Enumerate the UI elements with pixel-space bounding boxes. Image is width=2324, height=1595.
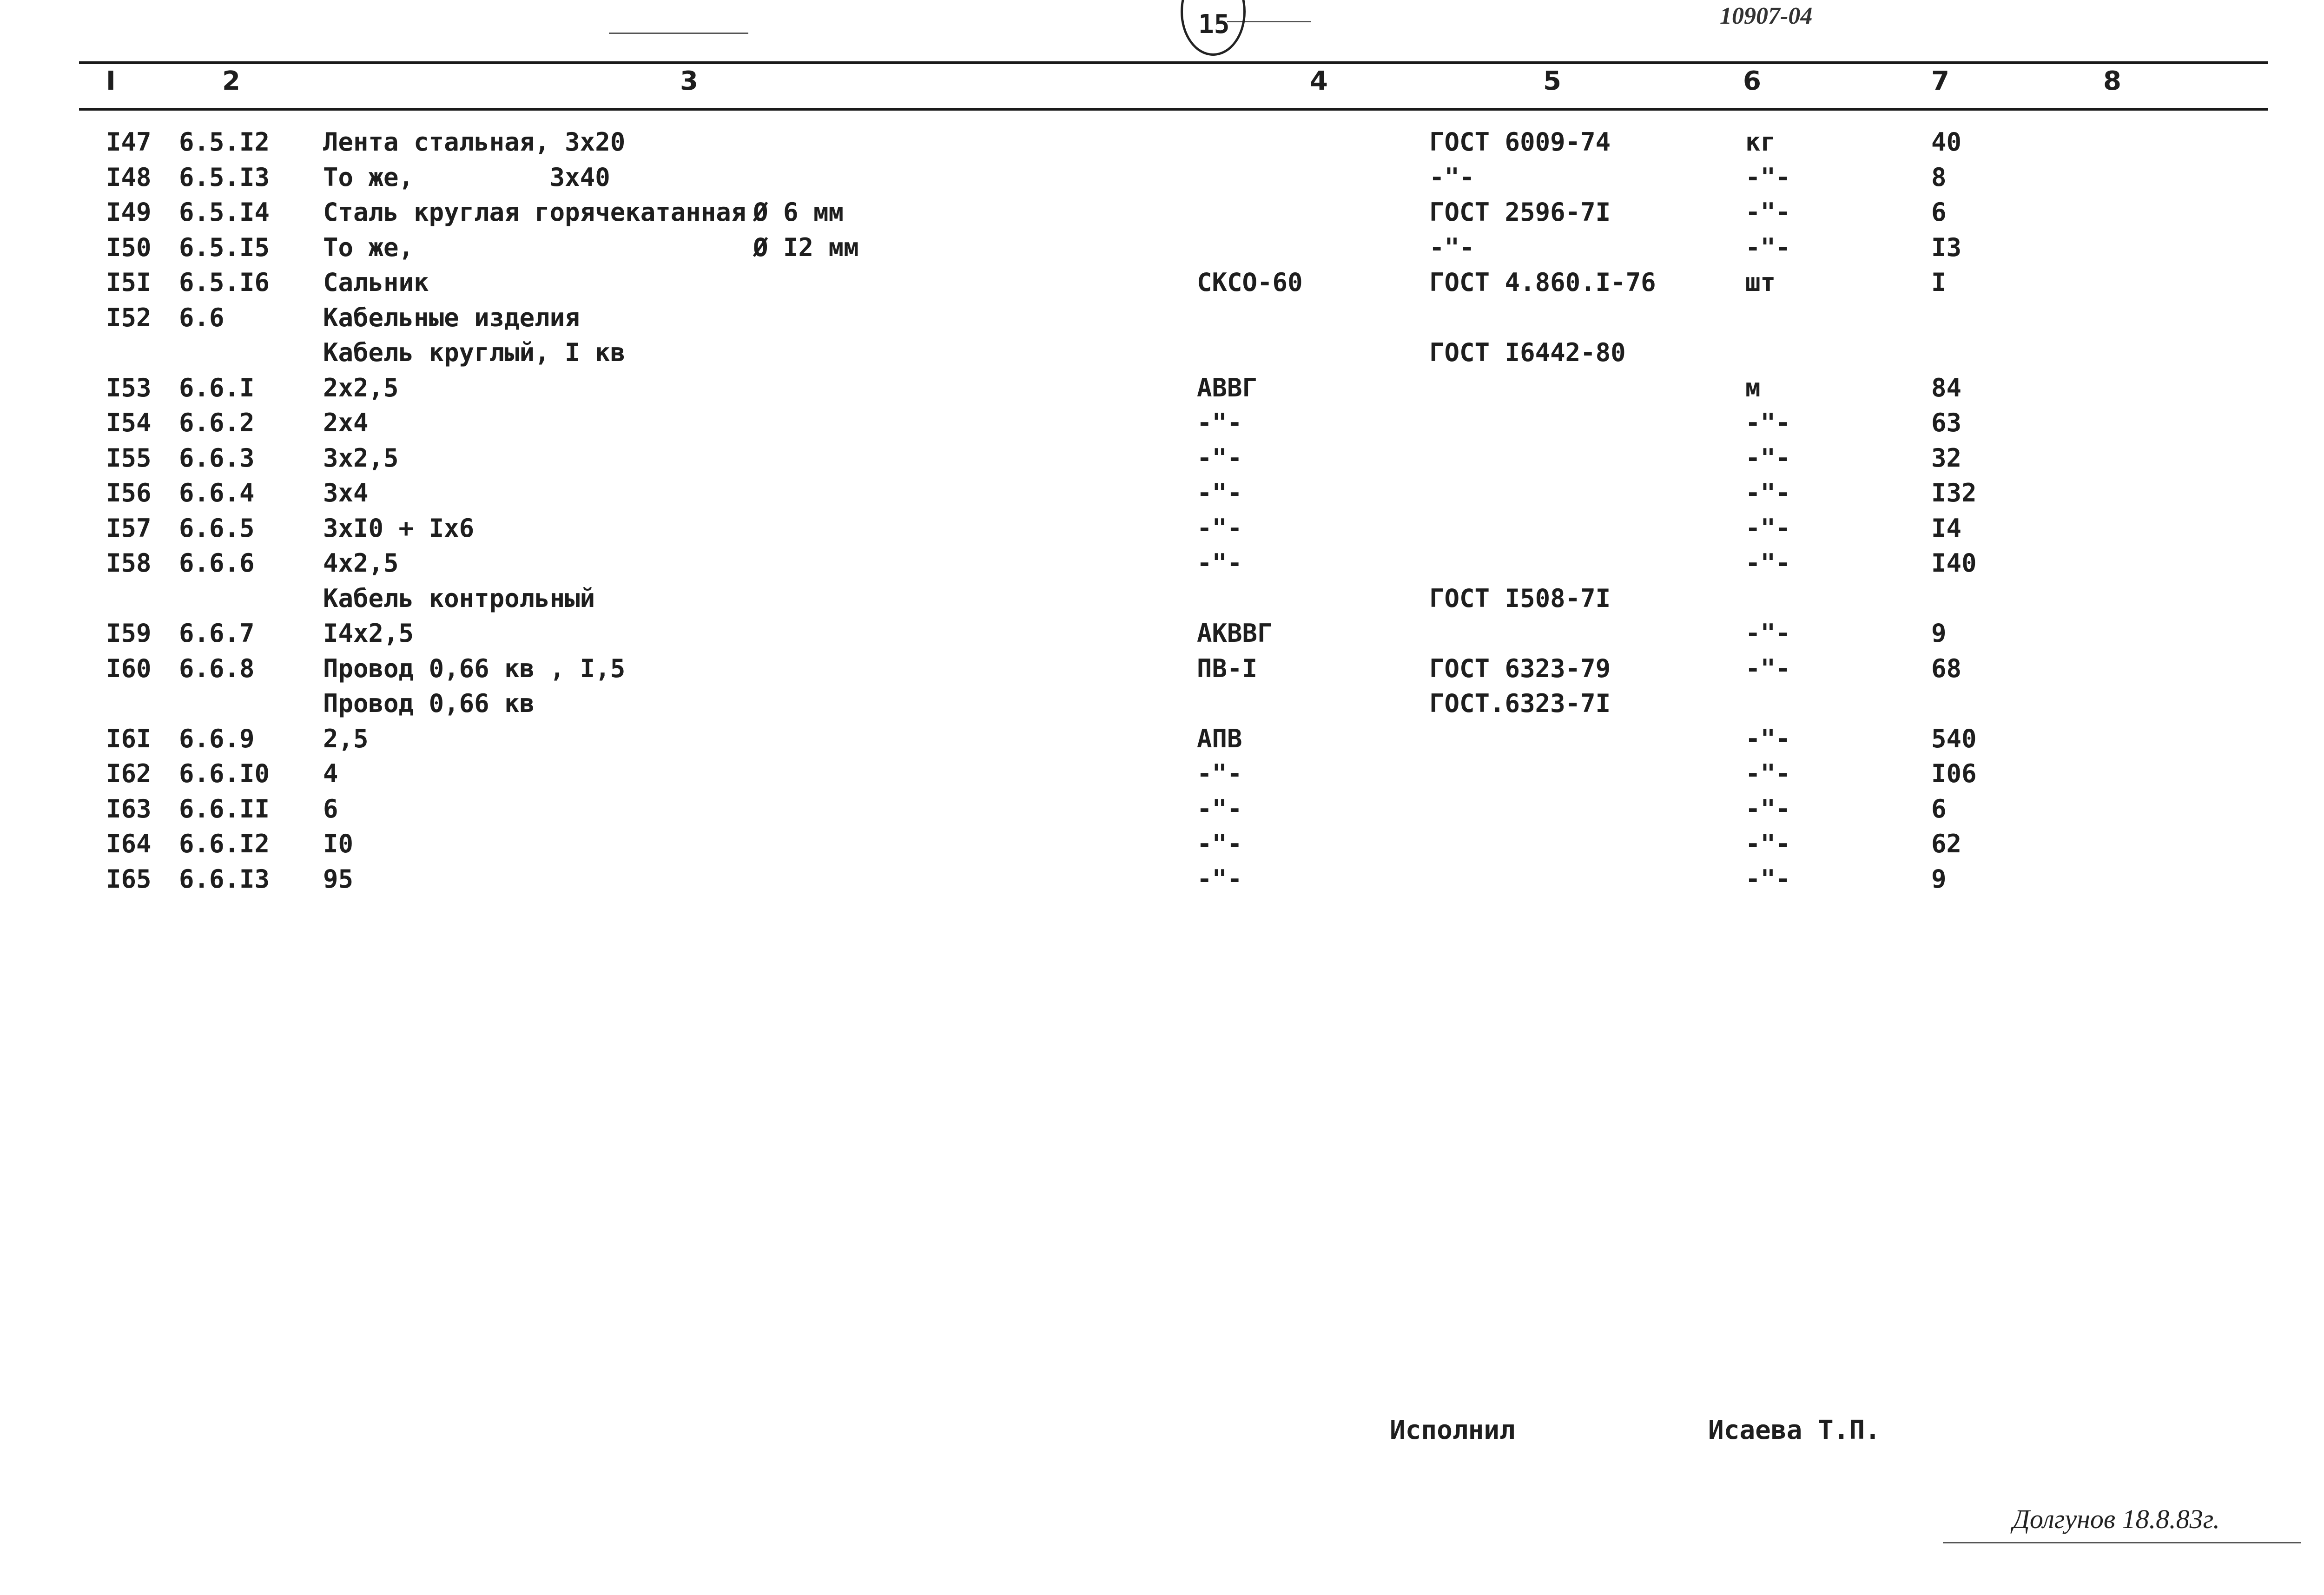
row-type: АКВВГ [1197, 619, 1273, 648]
row-quantity: 9 [1931, 619, 1947, 648]
table-row [0, 125, 2324, 159]
row-number: I63 [106, 794, 152, 824]
row-name: Сальник [323, 268, 429, 297]
row-number: I58 [106, 548, 152, 578]
row-code: 6.5.I4 [179, 198, 270, 227]
page-number: 15 [1198, 9, 1230, 40]
row-name: Кабельные изделия [323, 303, 580, 332]
row-number: I65 [106, 864, 152, 894]
row-size: Ø 6 мм [753, 198, 844, 227]
row-name: I0 [323, 829, 354, 858]
row-name: 4х2,5 [323, 548, 399, 578]
row-name: Кабель контрольный [323, 583, 595, 613]
row-quantity: 6 [1931, 198, 1947, 227]
document-code: 10907-04 [1720, 3, 1813, 29]
row-code: 6.5.I6 [179, 268, 270, 297]
row-quantity: 8 [1931, 162, 1947, 192]
row-unit: -"- [1745, 759, 1791, 788]
row-name: 95 [323, 864, 354, 894]
row-number: I57 [106, 513, 152, 543]
row-type: СКСО-60 [1197, 268, 1303, 297]
row-quantity: 6 [1931, 794, 1947, 824]
table-row [0, 686, 2324, 721]
column-header-1: I [106, 66, 116, 96]
row-standard: ГОСТ I508-7I [1429, 583, 1611, 613]
row-type: ПВ-I [1197, 653, 1258, 683]
row-code: 6.6.6 [179, 548, 255, 578]
row-name: 3хI0 + Iх6 [323, 513, 475, 543]
row-number: I48 [106, 162, 152, 192]
row-number: I49 [106, 198, 152, 227]
row-number: I50 [106, 232, 152, 262]
table-row [0, 651, 2324, 686]
performer-name: Исаева Т.П. [1708, 1415, 1881, 1445]
row-name: 2х2,5 [323, 373, 399, 402]
row-quantity: I32 [1931, 478, 1977, 508]
performer-label: Исполнил [1390, 1415, 1515, 1445]
row-code: 6.6.4 [179, 478, 255, 508]
table-row [0, 826, 2324, 861]
table-row [0, 300, 2324, 335]
row-quantity: 32 [1931, 443, 1962, 473]
row-unit: -"- [1745, 198, 1791, 227]
row-quantity: I3 [1931, 232, 1962, 262]
row-number: I5I [106, 268, 152, 297]
row-unit: шт [1745, 268, 1776, 297]
row-type: -"- [1197, 759, 1242, 788]
row-number: I60 [106, 653, 152, 683]
row-name: То же, 3х40 [323, 162, 610, 192]
row-name: Провод 0,66 кв [323, 689, 535, 718]
column-header-5: 5 [1543, 66, 1561, 96]
row-type: АПВ [1197, 724, 1242, 753]
row-number: I64 [106, 829, 152, 858]
row-code: 6.5.I5 [179, 232, 270, 262]
row-number: I6I [106, 724, 152, 753]
row-type: -"- [1197, 443, 1242, 473]
row-code: 6.6.I3 [179, 864, 270, 894]
row-code: 6.6.7 [179, 619, 255, 648]
column-header-3: 3 [680, 66, 698, 96]
row-code: 6.6.II [179, 794, 270, 824]
row-standard: ГОСТ 4.860.I-76 [1429, 268, 1656, 297]
row-unit: -"- [1745, 794, 1791, 824]
row-unit: -"- [1745, 443, 1791, 473]
column-header-4: 4 [1310, 66, 1328, 96]
top-decorative-line [609, 33, 748, 34]
row-name: 2,5 [323, 724, 369, 753]
row-unit: -"- [1745, 232, 1791, 262]
row-size: Ø I2 мм [753, 232, 859, 262]
table-row [0, 475, 2324, 510]
table-row [0, 581, 2324, 616]
row-standard: ГОСТ 2596-7I [1429, 198, 1611, 227]
row-number: I56 [106, 478, 152, 508]
row-unit: -"- [1745, 408, 1791, 437]
row-type: АВВГ [1197, 373, 1258, 402]
table-row [0, 756, 2324, 791]
row-type: -"- [1197, 478, 1242, 508]
row-unit: -"- [1745, 513, 1791, 543]
table-row [0, 230, 2324, 265]
row-number: I62 [106, 759, 152, 788]
row-code: 6.5.I2 [179, 127, 270, 157]
row-quantity: 540 [1931, 724, 1977, 753]
row-number: I55 [106, 443, 152, 473]
row-code: 6.6.I2 [179, 829, 270, 858]
row-code: 6.6.8 [179, 653, 255, 683]
row-name: Лента стальная, 3х20 [323, 127, 626, 157]
row-standard: ГОСТ.6323-7I [1429, 689, 1611, 718]
row-unit: -"- [1745, 162, 1791, 192]
row-type: -"- [1197, 548, 1242, 578]
table-row [0, 862, 2324, 896]
row-name: 6 [323, 794, 338, 824]
row-standard: ГОСТ 6323-79 [1429, 653, 1611, 683]
row-quantity: 40 [1931, 127, 1962, 157]
row-type: -"- [1197, 513, 1242, 543]
table-row [0, 616, 2324, 651]
row-unit: кг [1745, 127, 1776, 157]
row-code: 6.5.I3 [179, 162, 270, 192]
row-unit: -"- [1745, 478, 1791, 508]
row-name: Провод 0,66 кв , I,5 [323, 653, 626, 683]
table-row [0, 791, 2324, 826]
table-row [0, 441, 2324, 475]
row-name: Кабель круглый, I кв [323, 338, 626, 367]
row-standard: -"- [1429, 162, 1475, 192]
row-standard: ГОСТ 6009-74 [1429, 127, 1611, 157]
row-number: I52 [106, 303, 152, 332]
row-type: -"- [1197, 829, 1242, 858]
table-row [0, 546, 2324, 580]
row-name: 3х4 [323, 478, 369, 508]
row-quantity: 63 [1931, 408, 1962, 437]
row-code: 6.6.3 [179, 443, 255, 473]
row-unit: м [1745, 373, 1761, 402]
row-unit: -"- [1745, 619, 1791, 648]
row-code: 6.6.2 [179, 408, 255, 437]
row-quantity: I06 [1931, 759, 1977, 788]
table-row [0, 265, 2324, 300]
row-standard: -"- [1429, 232, 1475, 262]
row-unit: -"- [1745, 864, 1791, 894]
row-quantity: 68 [1931, 653, 1962, 683]
row-name: Сталь круглая горячекатанная [323, 198, 746, 227]
row-quantity: 62 [1931, 829, 1962, 858]
table-row [0, 721, 2324, 756]
row-code: 6.6.5 [179, 513, 255, 543]
header-rule-bottom [79, 108, 2268, 111]
row-unit: -"- [1745, 829, 1791, 858]
row-number: I54 [106, 408, 152, 437]
handwritten-note: Долгунов 18.8.83г. [2013, 1504, 2220, 1534]
row-name: То же, [323, 232, 414, 262]
row-type: -"- [1197, 794, 1242, 824]
row-number: I47 [106, 127, 152, 157]
row-code: 6.6.9 [179, 724, 255, 753]
row-name: I4х2,5 [323, 619, 414, 648]
row-type: -"- [1197, 408, 1242, 437]
row-quantity: I40 [1931, 548, 1977, 578]
column-header-6: 6 [1743, 66, 1761, 96]
row-code: 6.6.I0 [179, 759, 270, 788]
row-code: 6.6 [179, 303, 224, 332]
row-unit: -"- [1745, 724, 1791, 753]
table-row [0, 160, 2324, 195]
row-type: -"- [1197, 864, 1242, 894]
row-name: 2х4 [323, 408, 369, 437]
row-quantity: I [1931, 268, 1947, 297]
column-header-7: 7 [1931, 66, 1949, 96]
row-unit: -"- [1745, 548, 1791, 578]
row-quantity: I4 [1931, 513, 1962, 543]
row-number: I59 [106, 619, 152, 648]
column-header-8: 8 [2103, 66, 2121, 96]
row-standard: ГОСТ I6442-80 [1429, 338, 1626, 367]
row-code: 6.6.I [179, 373, 255, 402]
row-name: 3х2,5 [323, 443, 399, 473]
table-row [0, 511, 2324, 546]
header-rule-top [79, 61, 2268, 64]
table-row [0, 335, 2324, 370]
row-unit: -"- [1745, 653, 1791, 683]
table-row [0, 195, 2324, 230]
table-row [0, 370, 2324, 405]
row-number: I53 [106, 373, 152, 402]
row-quantity: 84 [1931, 373, 1962, 402]
row-quantity: 9 [1931, 864, 1947, 894]
row-name: 4 [323, 759, 338, 788]
column-header-2: 2 [222, 66, 240, 96]
table-row [0, 405, 2324, 440]
signature-line [1943, 1542, 2301, 1543]
